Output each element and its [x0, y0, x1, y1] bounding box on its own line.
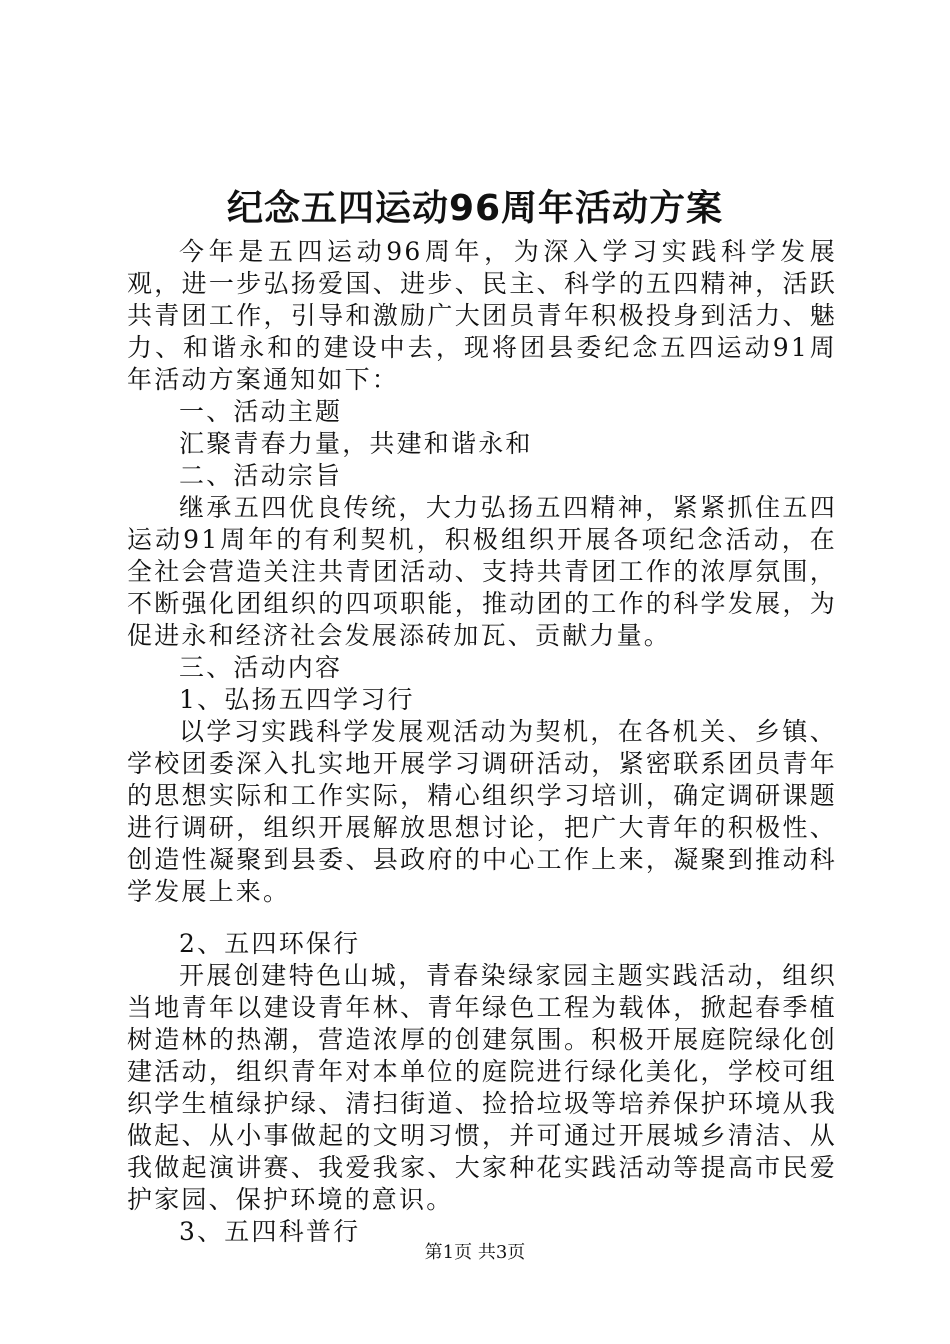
section-heading-purpose: 二、活动宗旨: [179, 461, 343, 490]
theme-text: 汇聚青春力量，共建和谐永和: [179, 429, 533, 458]
study-paragraph: 以学习实践科学发展观活动为契机，在各机关、乡镇、学校团委深入扎实地开展学习调研活动，紧密联系团员青年的思想实际和工作实际，精心组织学习培训，确定调研课题进行调研，组织开展解放思想讨论，把广大青年的积极性、创造性凝聚到县委、县政府的中心工作上来，凝聚到推动科学发展上来。: [127, 717, 837, 906]
page-footer: 第1页 共3页: [424, 1242, 526, 1263]
document-title: 纪念五四运动96周年活动方案: [226, 188, 724, 229]
subheading-environment: 2、五四环保行: [179, 929, 361, 958]
intro-paragraph: 今年是五四运动96周年，为深入学习实践科学发展观，进一步弘扬爱国、进步、民主、科学的五四精神，活跃共青团工作，引导和激励广大团员青年积极投身到活力、魅力、和谐永和的建设中去，现将团县委纪念五四运动91周年活动方案通知如下：: [127, 237, 837, 394]
environment-paragraph: 开展创建特色山城，青春染绿家园主题实践活动，组织当地青年以建设青年林、青年绿色工程为载体，掀起春季植树造林的热潮，营造浓厚的创建氛围。积极开展庭院绿化创建活动，组织青年对本单位的庭院进行绿化美化，学校可组织学生植绿护绿、清扫街道、捡拾垃圾等培养保护环境从我做起、从小事做起的文明习惯，并可通过开展城乡清洁、从我做起演讲赛、我爱我家、大家种花实践活动等提高市民爱护家园、保护环境的意识。: [127, 961, 837, 1214]
subheading-study: 1、弘扬五四学习行: [179, 685, 415, 714]
subheading-science: 3、五四科普行: [179, 1217, 361, 1246]
section-heading-content: 三、活动内容: [179, 653, 343, 682]
section-heading-theme: 一、活动主题: [179, 397, 343, 426]
document-body: [127, 236, 837, 1248]
purpose-paragraph: 继承五四优良传统，大力弘扬五四精神，紧紧抓住五四运动91周年的有利契机，积极组织开展各项纪念活动，在全社会营造关注共青团活动、支持共青团工作的浓厚氛围，不断强化团组织的四项职能，推动团的工作的科学发展，为促进永和经济社会发展添砖加瓦、贡献力量。: [127, 493, 837, 650]
